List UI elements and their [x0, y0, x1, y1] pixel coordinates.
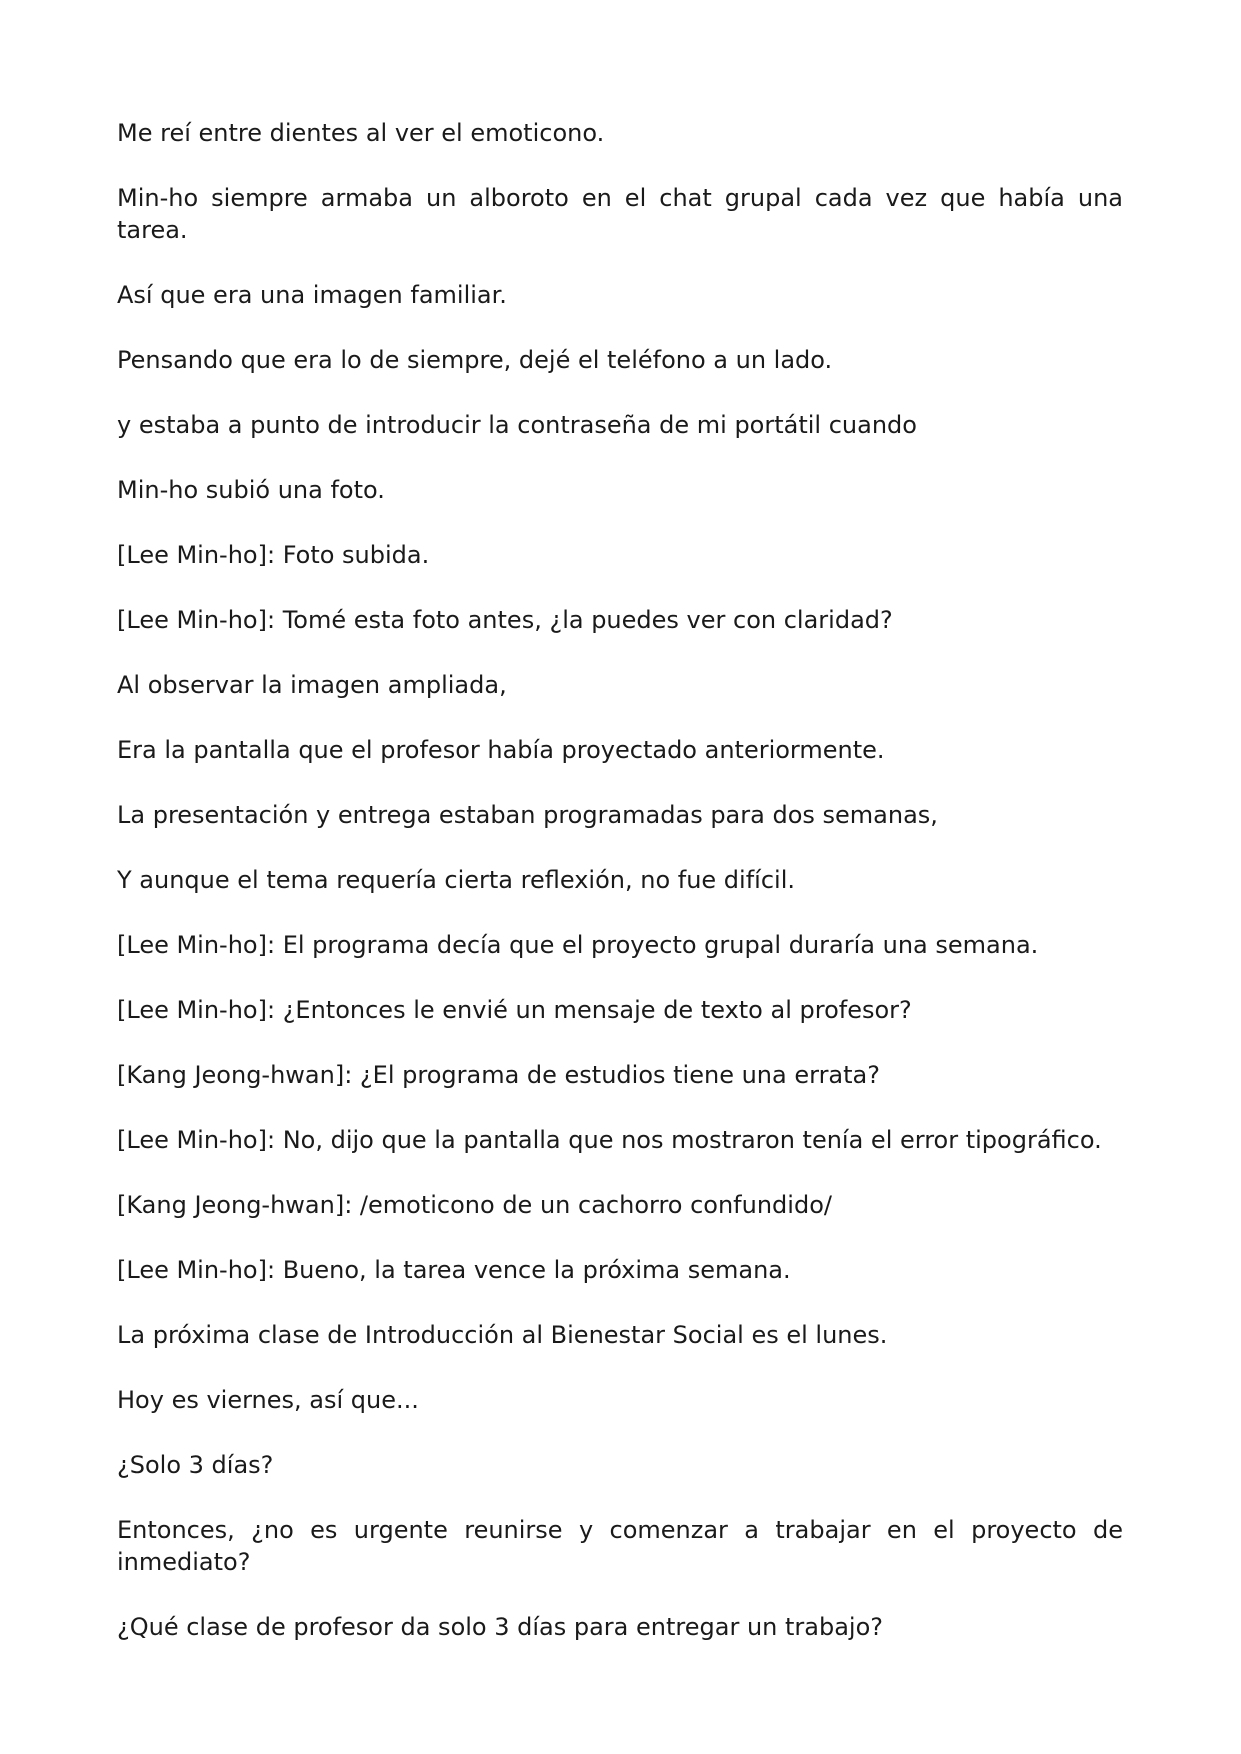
paragraph: [Lee Min-ho]: Foto subida. [117, 541, 430, 569]
paragraph: ¿Solo 3 días? [117, 1451, 274, 1479]
paragraph: Era la pantalla que el profesor había proyectado anteriormente. [117, 736, 885, 764]
paragraph: Min-ho subió una foto. [117, 476, 385, 504]
paragraph: [Lee Min-ho]: ¿Entonces le envié un mensaje de texto al profesor? [117, 996, 912, 1024]
document-body [117, 117, 1123, 1676]
paragraph: Min-ho siempre armaba un alboroto en el chat grupal cada vez que había una tarea. [117, 184, 1123, 244]
paragraph: [Lee Min-ho]: El programa decía que el proyecto grupal duraría una semana. [117, 931, 1039, 959]
paragraph: Me reí entre dientes al ver el emoticono. [117, 119, 605, 147]
paragraph: Y aunque el tema requería cierta reflexión, no fue difícil. [117, 866, 795, 894]
paragraph: [Lee Min-ho]: Bueno, la tarea vence la próxima semana. [117, 1256, 791, 1284]
paragraph: La próxima clase de Introducción al Bienestar Social es el lunes. [117, 1321, 888, 1349]
paragraph: [Lee Min-ho]: Tomé esta foto antes, ¿la puedes ver con claridad? [117, 606, 893, 634]
paragraph: [Kang Jeong-hwan]: ¿El programa de estudios tiene una errata? [117, 1061, 880, 1089]
paragraph: Hoy es viernes, así que... [117, 1386, 419, 1414]
paragraph: y estaba a punto de introducir la contraseña de mi portátil cuando [117, 411, 917, 439]
paragraph: Entonces, ¿no es urgente reunirse y comenzar a trabajar en el proyecto de inmediato? [117, 1516, 1123, 1576]
paragraph: [Kang Jeong-hwan]: /emoticono de un cachorro confundido/ [117, 1191, 832, 1219]
paragraph: Así que era una imagen familiar. [117, 281, 507, 309]
paragraph: [Lee Min-ho]: No, dijo que la pantalla que nos mostraron tenía el error tipográfico. [117, 1126, 1102, 1154]
paragraph: La presentación y entrega estaban programadas para dos semanas, [117, 801, 938, 829]
paragraph: Al observar la imagen ampliada, [117, 671, 507, 699]
paragraph: Pensando que era lo de siempre, dejé el teléfono a un lado. [117, 346, 833, 374]
paragraph: ¿Qué clase de profesor da solo 3 días para entregar un trabajo? [117, 1613, 884, 1641]
